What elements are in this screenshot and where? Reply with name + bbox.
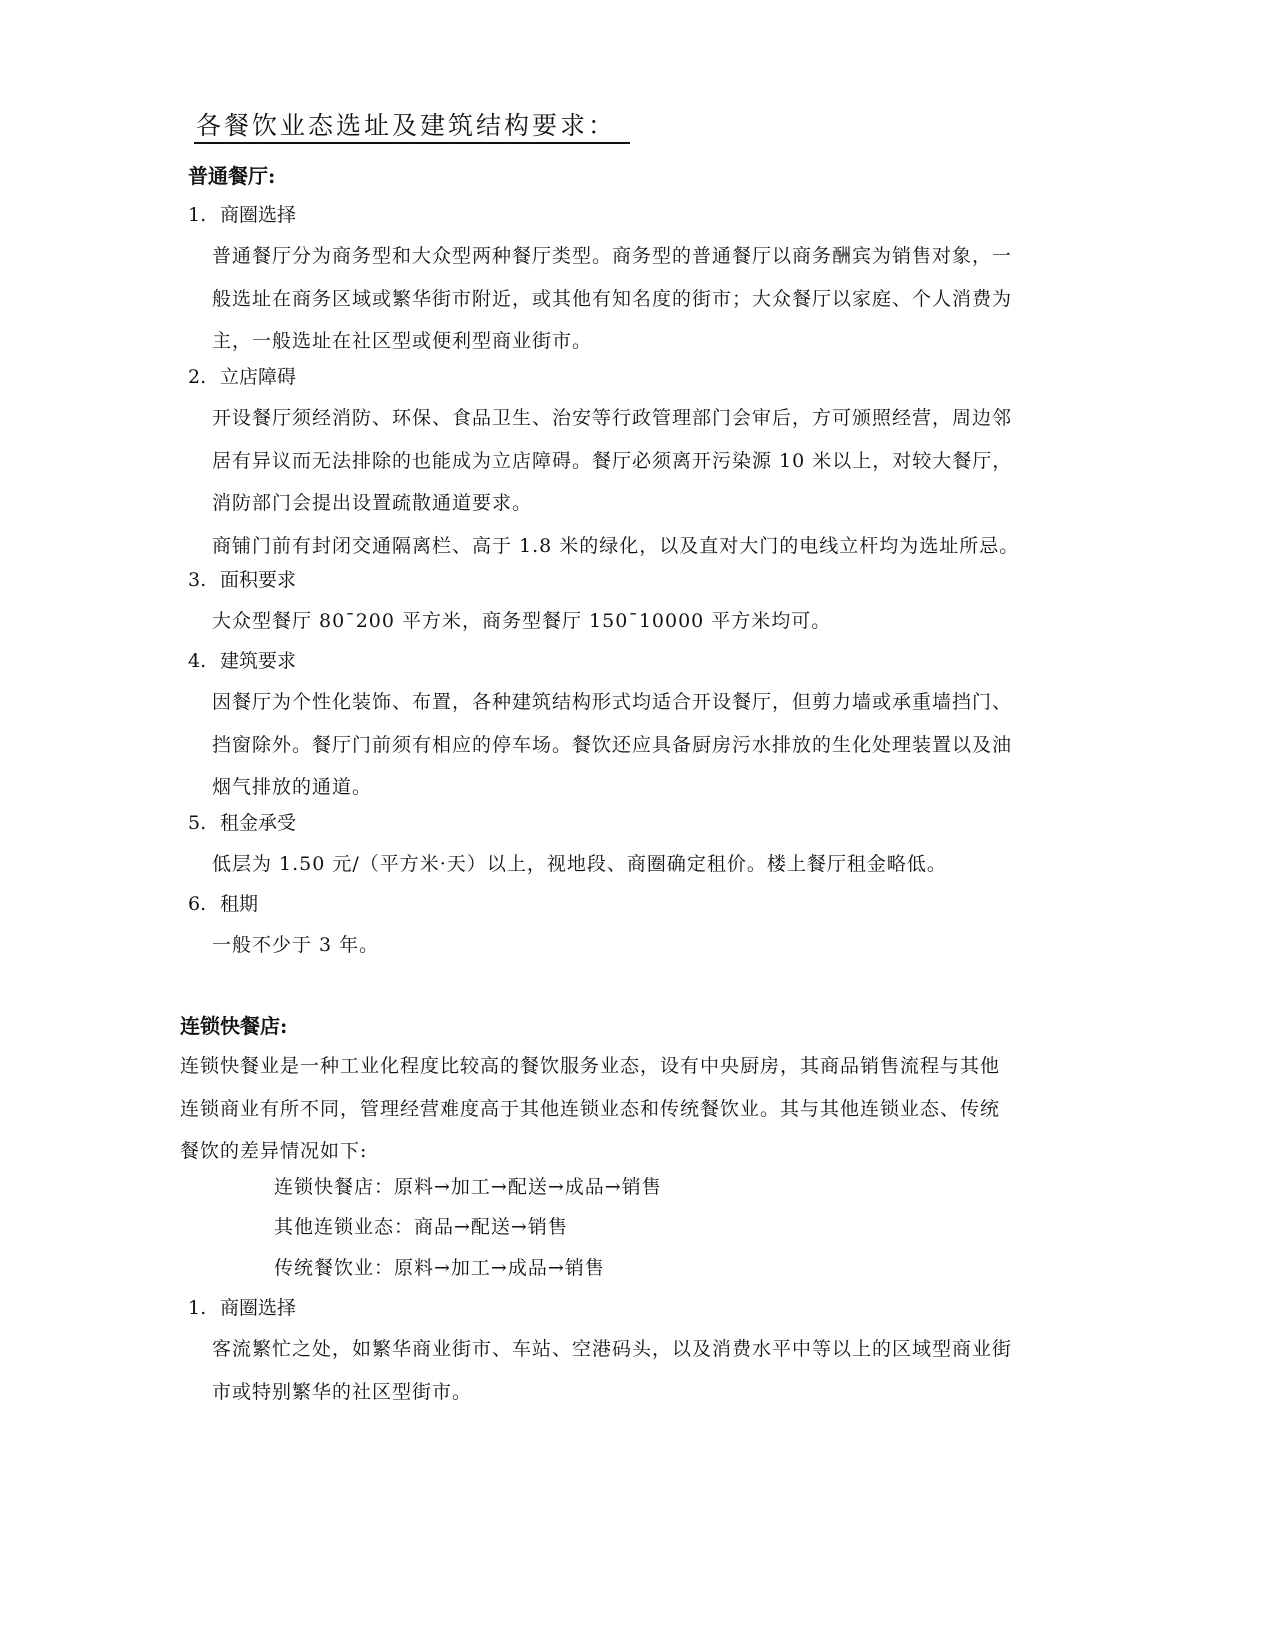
section1-item-6-body: 一般不少于 3 年。 (212, 934, 380, 956)
section1-item-4-title: 4. 建筑要求 (188, 650, 297, 672)
section2-intro: 连锁快餐业是一种工业化程度比较高的餐饮服务业态，设有中央厨房，其商品销售流程与其他 连锁商业有所不同，管理经营难度高于其他连锁业态和传统餐饮业。其与其他连锁业态、传统 餐饮的差异情况如下: (180, 1055, 1001, 1162)
section1-item-2-body: 开设餐厅须经消防、环保、食品卫生、治安等行政管理部门会审后，方可颁照经营，周边邻 居有异议而无法排除的也能成为立店障碍。餐厅必须离开污染源 10 米以上，对较大餐厅， 消防部门会提出设置疏散通道要求。 商铺门前有封闭交通隔离栏、高于 1.8 米的绿化，以及直对大门的电线立杆均为选址所忌。 (212, 407, 1020, 557)
section1-item-6-title: 6. 租期 (188, 893, 259, 915)
document-title: 各餐饮业态选址及建筑结构要求： (196, 111, 617, 140)
section1-item-2-title: 2. 立店障碍 (188, 366, 297, 388)
section1-item-3-title: 3. 面积要求 (188, 569, 297, 591)
section1-item-5-body: 低层为 1.50 元/（平方米·天）以上，视地段、商圈确定租价。楼上餐厅租金略低。 (212, 853, 947, 875)
flow-traditional-dining: 传统餐饮业：原料→加工→成品→销售 (274, 1257, 605, 1279)
section2-item-1-title: 1. 商圈选择 (188, 1297, 297, 1319)
section1-item-4-body: 因餐厅为个性化装饰、布置，各种建筑结构形式均适合开设餐厅，但剪力墙或承重墙挡门、 挡窗除外。餐厅门前须有相应的停车场。餐饮还应具备厨房污水排放的生化处理装置以及油 烟气排放的通道。 (212, 691, 1013, 798)
title-underline (194, 142, 630, 144)
flow-fast-food-chain: 连锁快餐店：原料→加工→配送→成品→销售 (274, 1176, 662, 1198)
section2-item-1-body: 客流繁忙之处，如繁华商业街市、车站、空港码头，以及消费水平中等以上的区域型商业街 市或特别繁华的社区型街市。 (212, 1338, 1013, 1403)
section1-item-3-body: 大众型餐厅 80¯200 平方米，商务型餐厅 150¯10000 平方米均可。 (212, 610, 832, 632)
section-heading-regular-restaurant: 普通餐厅: (188, 164, 276, 188)
section-heading-fast-food-chain: 连锁快餐店: (180, 1014, 288, 1038)
section1-item-1-title: 1. 商圈选择 (188, 204, 297, 226)
section1-item-5-title: 5. 租金承受 (188, 812, 297, 834)
section1-item-1-body: 普通餐厅分为商务型和大众型两种餐厅类型。商务型的普通餐厅以商务酬宾为销售对象，一 般选址在商务区域或繁华街市附近，或其他有知名度的街市；大众餐厅以家庭、个人消费为 主，一般选址在社区型或便利型商业街市。 (212, 245, 1013, 352)
flow-other-chain: 其他连锁业态：商品→配送→销售 (274, 1216, 568, 1238)
